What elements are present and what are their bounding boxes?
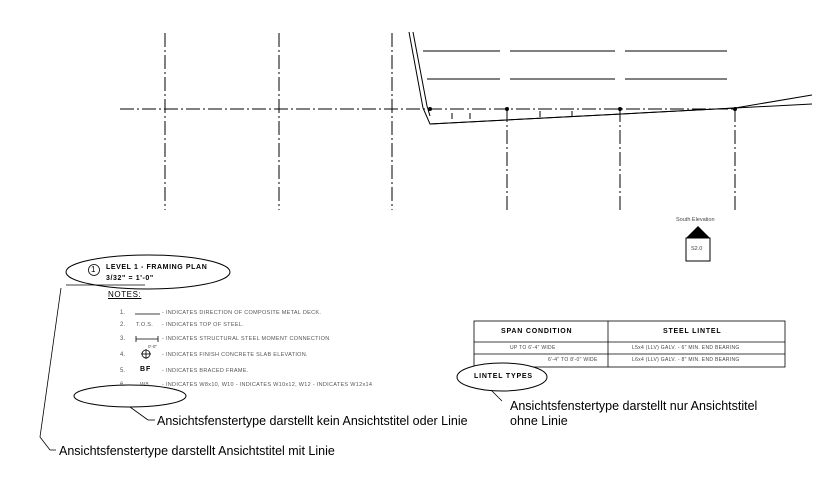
note-number: 4. bbox=[120, 352, 126, 358]
note-text: - INDICATES W8x10, W10 - INDICATES W10x12, W12 - INDICATES W12x14 bbox=[162, 382, 373, 388]
note-text: - INDICATES DIRECTION OF COMPOSITE METAL DECK. bbox=[162, 310, 322, 316]
note-symbol: T.O.S. bbox=[136, 322, 154, 328]
note-number: 5. bbox=[120, 368, 126, 374]
lintel-table-title: LINTEL TYPES bbox=[474, 373, 533, 380]
note-symbol: BF bbox=[140, 366, 152, 373]
note-text: - INDICATES FINISH CONCRETE SLAB ELEVATION. bbox=[162, 352, 308, 358]
beam-lines bbox=[423, 51, 727, 79]
note-symbol: 0'-0" bbox=[148, 344, 157, 349]
view-number: 1 bbox=[91, 265, 96, 274]
note-text: - INDICATES BRACED FRAME. bbox=[162, 368, 249, 374]
elevation-sheet: S2.0 bbox=[691, 246, 703, 252]
view-scale: 3/32" = 1'-0" bbox=[106, 275, 154, 282]
elevation-marker-symbol bbox=[686, 226, 710, 261]
annotation-title-with-line: Ansichtsfenstertype darstellt Ansichtstitel mit Linie bbox=[59, 444, 335, 458]
note-number: 2. bbox=[120, 322, 126, 328]
table-header-steel-lintel: STEEL LINTEL bbox=[663, 328, 722, 335]
note-number: 1. bbox=[120, 310, 126, 316]
building-outline bbox=[409, 32, 812, 124]
table-cell: L6x4 (LLV) GALV. - 8" MIN. END BEARING bbox=[632, 357, 740, 363]
table-cell: 6'-4" TO 8'-0" WIDE bbox=[548, 357, 598, 363]
annotation-title-only-line2: ohne Linie bbox=[510, 414, 568, 428]
table-cell: L5x4 (LLV) GALV. - 6" MIN. END BEARING bbox=[632, 345, 740, 351]
note-text: - INDICATES TOP OF STEEL. bbox=[162, 322, 244, 328]
view-title: LEVEL 1 - FRAMING PLAN bbox=[106, 264, 208, 271]
note-symbols bbox=[135, 314, 160, 359]
note-number: 6. bbox=[120, 382, 126, 388]
no-title-highlight-ellipse bbox=[74, 385, 186, 407]
note-symbol: W8 bbox=[140, 382, 149, 388]
note-text: - INDICATES STRUCTURAL STEEL MOMENT CONNECTION bbox=[162, 336, 330, 342]
note-number: 3. bbox=[120, 336, 126, 342]
notes-heading: NOTES: bbox=[108, 290, 142, 299]
annotation-title-only-line1: Ansichtsfenstertype darstellt nur Ansichtstitel bbox=[510, 399, 758, 413]
table-cell: UP TO 6'-4" WIDE bbox=[510, 345, 556, 351]
elevation-label: South Elevation bbox=[676, 217, 715, 223]
annotation-no-title: Ansichtsfenstertype darstellt kein Ansichtstitel oder Linie bbox=[157, 414, 468, 428]
table-header-span-condition: SPAN CONDITION bbox=[501, 328, 573, 335]
